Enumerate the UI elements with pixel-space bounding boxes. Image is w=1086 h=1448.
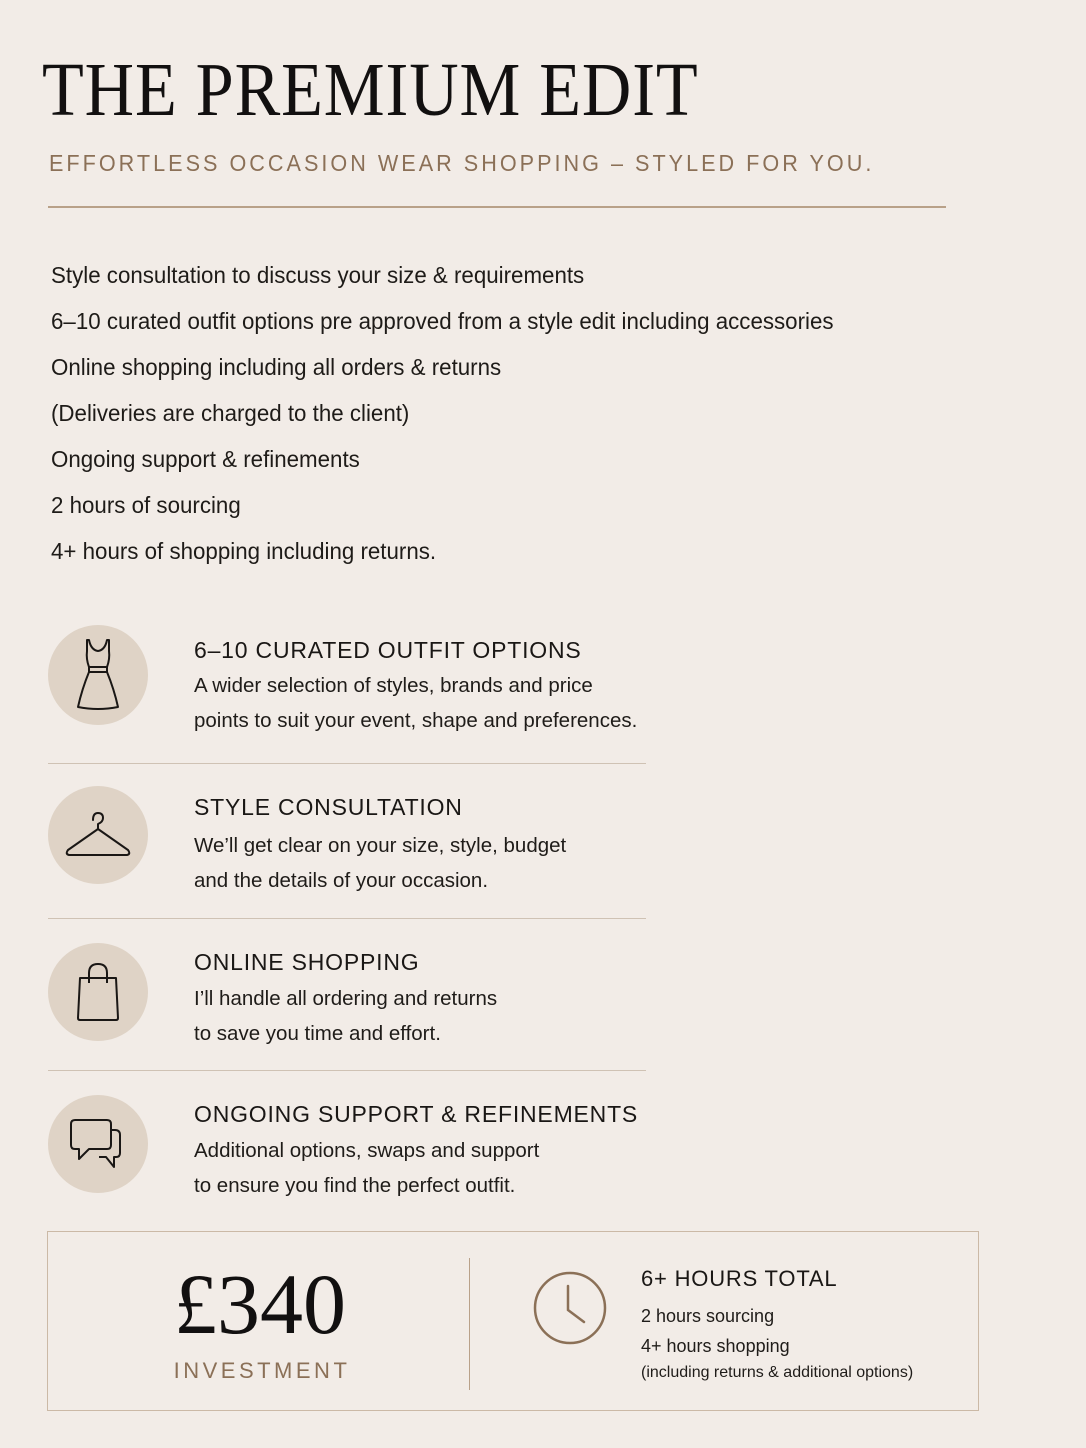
feature-curated-outfits	[48, 625, 646, 765]
feature-title: ONLINE SHOPPING	[194, 949, 420, 975]
feature-divider	[48, 1070, 646, 1071]
clock-icon	[532, 1270, 608, 1346]
dress-icon	[73, 637, 123, 713]
feature-description-line: We’ll get clear on your size, style, budget	[194, 834, 567, 857]
feature-ongoing-support	[48, 1095, 646, 1205]
price-label: INVESTMENT	[173, 1358, 351, 1383]
feature-description-line: to ensure you find the perfect outfit.	[194, 1174, 516, 1197]
feature-icon-circle	[48, 943, 148, 1041]
hours-title: 6+ HOURS TOTAL	[641, 1266, 838, 1291]
inclusion-item: 4+ hours of shopping including returns.	[51, 538, 437, 564]
header-divider	[48, 206, 946, 208]
hanger-icon	[63, 810, 133, 860]
feature-description-line: Additional options, swaps and support	[194, 1139, 540, 1162]
feature-description-line: and the details of your occasion.	[194, 869, 489, 892]
feature-divider	[48, 763, 646, 764]
inclusion-item: Online shopping including all orders & returns	[51, 354, 502, 380]
feature-description-line: A wider selection of styles, brands and price	[194, 674, 593, 697]
inclusion-item: Style consultation to discuss your size & requirements	[51, 262, 585, 288]
feature-title: 6–10 CURATED OUTFIT OPTIONS	[194, 637, 582, 663]
feature-divider	[48, 918, 646, 919]
feature-description-line: I’ll handle all ordering and returns	[194, 987, 498, 1010]
hours-line: 4+ hours shopping	[641, 1336, 790, 1356]
pricing-box	[47, 1231, 979, 1411]
shopping-bag-icon	[73, 961, 123, 1023]
hours-note: (including returns & additional options)	[641, 1364, 914, 1381]
feature-icon-circle	[48, 786, 148, 884]
inclusion-item: (Deliveries are charged to the client)	[51, 400, 410, 426]
page-subtitle: EFFORTLESS OCCASION WEAR SHOPPING – STYLED FOR YOU.	[49, 150, 875, 176]
feature-description-line: to save you time and effort.	[194, 1022, 441, 1045]
hours-line: 2 hours sourcing	[641, 1306, 775, 1326]
pricing-divider	[469, 1258, 470, 1390]
feature-online-shopping	[48, 943, 646, 1073]
price-value: £340	[174, 1256, 346, 1352]
inclusions-list	[51, 256, 858, 578]
inclusion-item: 2 hours of sourcing	[51, 492, 241, 518]
feature-description-line: points to suit your event, shape and preferences.	[194, 709, 638, 732]
inclusion-item: Ongoing support & refinements	[51, 446, 360, 472]
page-title: THE PREMIUM EDIT	[42, 48, 699, 132]
chat-bubbles-icon	[67, 1117, 129, 1171]
feature-icon-circle	[48, 1095, 148, 1193]
feature-style-consultation	[48, 786, 646, 920]
feature-title: STYLE CONSULTATION	[194, 794, 463, 820]
feature-icon-circle	[48, 625, 148, 725]
inclusion-item: 6–10 curated outfit options pre approved from a style edit including accessories	[51, 308, 834, 334]
feature-title: ONGOING SUPPORT & REFINEMENTS	[194, 1101, 639, 1127]
